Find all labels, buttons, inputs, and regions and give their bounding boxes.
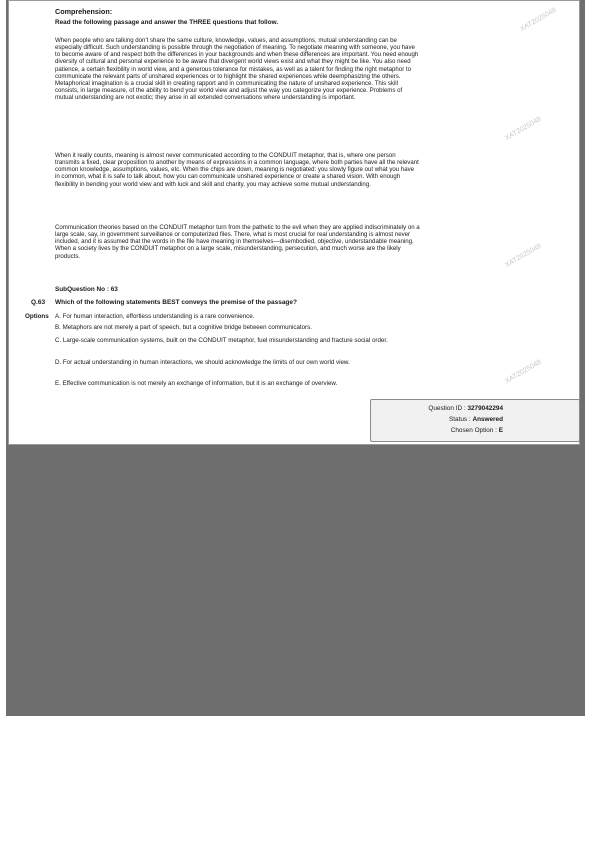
status-row <box>371 416 503 423</box>
question-id-label: Question ID : <box>428 405 468 412</box>
watermark: XAT2025048 <box>504 115 543 143</box>
passage-paragraph-2: When it really counts, meaning is almost never communicated according to the CONDUIT metaphor, that is, where one person transmits a fixed, clear proposition to another by means of expressions in a common language, where both parties have all the relevant common knowledge, assumptions, values, etc. When the chips are down, meaning is negotiated: you slowly figure out what you have in common, what it is safe to talk about, how you can communicate unshared experience or create a shared vision. With enough flexibility in bending your world view and with luck and skill and charity, you may achieve some mutual understanding. <box>55 152 419 188</box>
question-text: Which of the following statements BEST conveys the premise of the passage? <box>55 299 297 306</box>
subquestion-label: SubQuestion No : 63 <box>55 286 118 293</box>
option-a: A. For human interaction, effortless understanding is a rare convenience. <box>55 313 255 320</box>
option-e: E. Effective communication is not merely an exchange of information, but it is an exchange of overview. <box>55 380 338 387</box>
options-label: Options <box>25 313 49 320</box>
option-b: B. Metaphors are not merely a part of speech, but a cognitive bridge between communicators. <box>55 324 312 331</box>
status-label: Status : <box>449 416 473 423</box>
option-c: C. Large-scale communication systems, built on the CONDUIT metaphor, fuel misunderstanding and fracture social order. <box>55 337 388 344</box>
comprehension-instruction: Read the following passage and answer the THREE questions that follow. <box>55 19 279 26</box>
chosen-option-row <box>371 427 503 434</box>
question-info-box <box>370 399 580 442</box>
comprehension-title: Comprehension: <box>55 7 113 16</box>
chosen-option-label: Chosen Option : <box>450 427 499 434</box>
passage-paragraph-3: Communication theories based on the CONDUIT metaphor turn from the pathetic to the evil when they are applied indiscriminately on a large scale, say, in government surveillance or computerized files. There, what is most crucial for real understanding is almost never included, and it is assumed that the words in the file have meaning in themselves—disembodied, objective, understandable meaning. When a society lives by the CONDUIT metaphor on a large scale, misunderstanding, persecution, and much worse are the likely products. <box>55 224 420 260</box>
option-d: D. For actual understanding in human interactions, we should acknowledge the limits of our own world view. <box>55 359 350 366</box>
status-value: Answered <box>472 416 503 423</box>
chosen-option-value: E <box>498 427 503 434</box>
question-number: Q.63 <box>31 299 46 306</box>
watermark: XAT2025048 <box>504 242 543 270</box>
watermark: XAT2025048 <box>519 6 558 34</box>
passage-paragraph-1: When people who are talking don't share the same culture, knowledge, values, and assumptions, mutual understanding can be especially difficult. Such understanding is possible through the negotiation of meaning. To negotiate meaning with someone, you have to become aware of and respect both the differences in your backgrounds and when these differences are important. You need enough diversity of cultural and personal experience to be aware that divergent world views exist and what they might be like. You also need patience, a certain flexibility in world view, and a generous tolerance for mistakes, as well as a talent for finding the right metaphor to communicate the relevant parts of unshared experiences or to highlight the shared experiences while deemphasizing the others. Metaphorical imagination is a crucial skill in creating rapport and in communicating the nature of unshared experience. This skill consists, in large measure, of the ability to bend your world view and adjust the way you categorize your experience. Problems of mutual understanding are not exotic; they arise in all extended conversations where understanding is important. <box>55 37 419 102</box>
question-panel <box>8 0 580 445</box>
question-id-row <box>371 405 503 412</box>
question-id-value: 3279042294 <box>467 405 503 412</box>
watermark: XAT2025048 <box>504 358 543 386</box>
